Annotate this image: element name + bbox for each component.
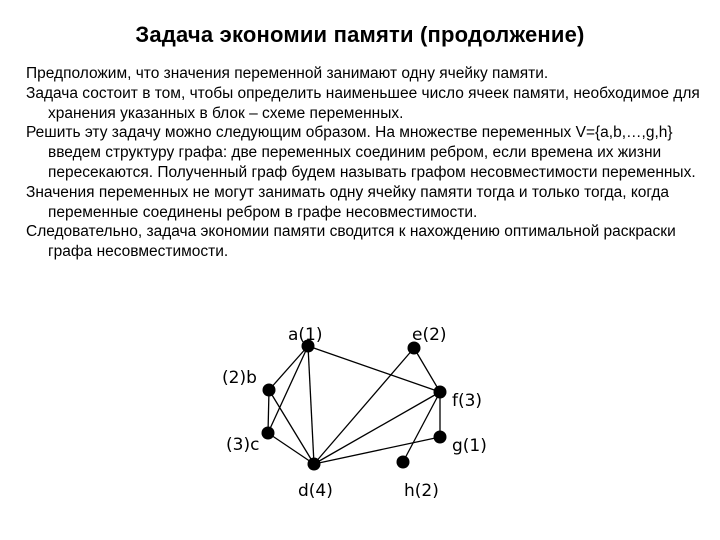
edge-a-b [269, 346, 308, 390]
graph-edges [268, 346, 440, 464]
slide-title: Задача экономии памяти (продолжение) [135, 22, 585, 47]
node-label-h: h(2) [404, 481, 439, 501]
node-label-b: (2)b [222, 368, 257, 388]
node-label-g: g(1) [452, 436, 487, 456]
graph-labels [222, 325, 487, 501]
paragraph-1: Предположим, что значения переменной занимают одну ячейку памяти. [26, 65, 549, 82]
node-d [308, 458, 321, 471]
node-label-f: f(3) [452, 391, 483, 411]
node-label-a: a(1) [288, 325, 323, 345]
edge-d-g [314, 437, 440, 464]
node-b [263, 384, 276, 397]
node-label-d: d(4) [298, 481, 333, 501]
node-c [262, 427, 275, 440]
node-g [434, 431, 447, 444]
graph-nodes [262, 340, 447, 471]
edge-a-d [308, 346, 314, 464]
paragraph-5: Следовательно, задача экономии памяти сводится к нахождению оптимальной раскраски графа несовместимости. [26, 223, 676, 261]
edge-e-f [414, 348, 440, 392]
edge-b-d [269, 390, 314, 464]
paragraph-3: Решить эту задачу можно следующим образом. На множестве переменных V={a,b,…,g,h} введем структуру графа: две переменных соединим ребром, если времена их жизни пересекаются. Полученный граф будем называть графом несовместимости переменных. [26, 124, 696, 181]
node-h [397, 456, 410, 469]
edge-a-f [308, 346, 440, 392]
node-f [434, 386, 447, 399]
edge-c-d [268, 433, 314, 464]
paragraph-2: Задача состоит в том, чтобы определить наименьшее число ячеек памяти, необходимое для хранения указанных в блок – схеме переменных. [26, 84, 700, 122]
node-label-e: e(2) [412, 325, 447, 345]
paragraph-4: Значения переменных не могут занимать одну ячейку памяти тогда и только тогда, когда переменные соединены ребром в графе несовместимости. [26, 183, 670, 221]
node-label-c: (3)c [226, 435, 260, 455]
